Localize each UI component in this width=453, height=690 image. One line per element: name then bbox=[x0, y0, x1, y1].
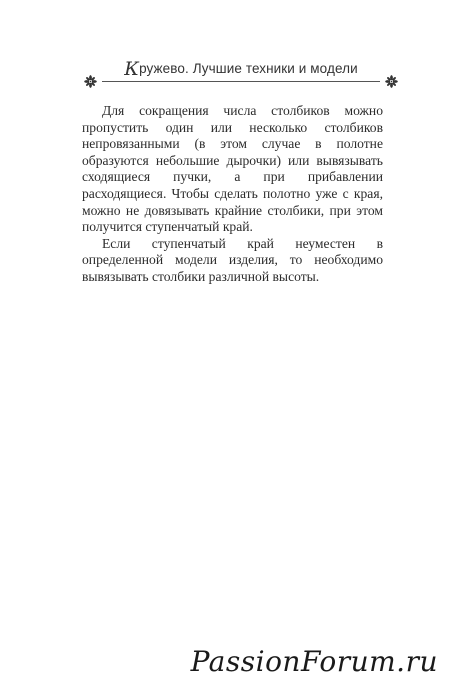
watermark: PassionForum.ru bbox=[190, 645, 438, 678]
body-paragraph: Для сокращения числа столбиков можно пропустить один или несколько столбиков непровязанными (в этом случае в полотне образуются небольшие дырочки) или вывязывать сходящиеся пучки, а при прибавлении расходящиеся. Чтобы сделать полотно уже с края, можно не довязывать крайние столбики, при этом получится ступенчатый край. bbox=[82, 103, 383, 235]
running-header-title-text: ружево. Лучшие техники и модели bbox=[139, 61, 358, 76]
header-rule bbox=[102, 81, 380, 82]
running-header-title bbox=[82, 60, 400, 79]
page-body bbox=[82, 103, 383, 286]
flower-ornament-icon bbox=[385, 75, 398, 88]
running-header-initial: К bbox=[124, 58, 140, 80]
running-header bbox=[82, 58, 400, 88]
body-paragraph: Если ступенчатый край неуместен в определенной модели изделия, то необходимо вывязывать столбики различной высоты. bbox=[82, 235, 383, 284]
